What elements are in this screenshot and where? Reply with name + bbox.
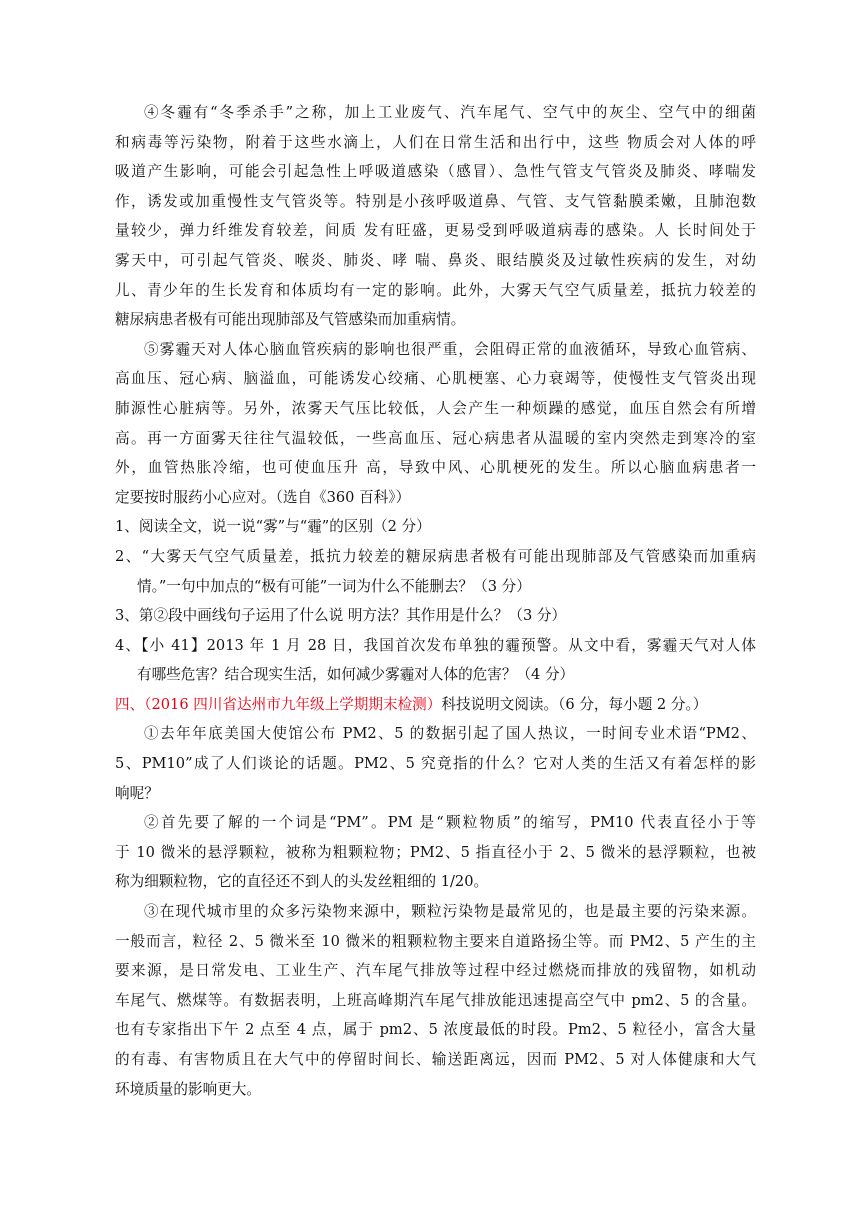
text-line-content: 雾天中，可引起气管炎、喉炎、肺炎、哮 喘、鼻炎、眼结膜炎及过敏性疾病的发生，对幼 [115,251,756,269]
text-line [115,187,756,217]
text-line [115,897,756,927]
text-line-content: 定要按时服药小心应对。（选自《360 百科》） [115,488,411,506]
text-line [115,394,756,424]
text-line [115,749,756,779]
text-line [115,157,756,187]
text-line [115,542,756,572]
text-line [115,986,756,1016]
text-line-content: 量较少，弹力纤维发育较差，间质 发有旺盛，更易受到呼吸道病毒的感染。人 长时间处于 [115,222,756,240]
text-line [115,838,756,868]
text-line [115,808,756,838]
text-line-content: 高血压、冠心病、脑溢血，可能诱发心绞痛、心肌梗塞、心力衰竭等，使慢性支气管炎出现 [115,370,756,388]
text-line [115,956,756,986]
text-line-content: ④冬霾有“冬季杀手”之称，加上工业废气、汽车尾气、空气中的灰尘、空气中的细菌 [144,104,756,121]
text-line [115,572,756,602]
text-line [115,631,756,661]
text-line [115,335,756,365]
text-line-content: 吸道产生影响，可能会引起急性上呼吸道感染（感冒）、急性气管支气管炎及肺炎、哮喘发 [115,163,756,181]
text-line-content: 4、【小 41】2013 年 1 月 28 日，我国首次发布单独的霾预警。从文中看，雾霾天气对人体 [115,636,756,654]
text-line-content: 糖尿病患者极有可能出现肺部及气管感染而加重病情。 [115,311,466,329]
text-line [115,867,756,897]
text-line [115,1015,756,1045]
text-line [115,98,756,128]
text-line-content: 肺源性心脏病等。另外，浓雾天气压比较低，人会产生一种烦躁的感觉，血压自然会有所增 [115,399,756,417]
text-line [115,424,756,454]
text-line [115,779,756,809]
text-line-content: 于 10 微米的悬浮颗粒，被称为粗颗粒物；PM2、5 指直径小于 2、5 微米的悬浮颗粒，也被 [115,843,756,861]
text-line-content: ③在现代城市里的众多污染物来源中，颗粒污染物是最常见的，也是最主要的污染来源。 [144,903,756,921]
text-line-content: 要来源，是日常发电、工业生产、汽车尾气排放等过程中经过燃烧而排放的残留物，如机动 [115,962,756,980]
text-line [115,1045,756,1075]
text-line [115,719,756,749]
text-line [115,690,756,720]
text-line-content: 和病毒等污染物，附着于这些水滴上，人们在日常生活和出行中，这些 物质会对人体的呼 [115,133,756,151]
text-line-content: ①去年年底美国大使馆公布 PM2、5 的数据引起了国人热议，一时间专业术语“PM2、 [144,725,756,743]
text-line-content: 儿、青少年的生长发育和体质均有一定的影响。此外，大雾天气空气质量差，抵抗力较差的 [115,281,756,299]
text-line-content: 作，诱发或加重慢性支气管炎等。特别是小孩呼吸道鼻、气管、支气管黏膜柔嫩，且肺泡数 [115,192,756,210]
text-line-content: 响呢？ [115,784,159,802]
text-line [115,276,756,306]
text-line [115,927,756,957]
text-line [115,216,756,246]
text-line-content: 环境质量的影响更大。 [115,1080,261,1098]
text-line-content: 车尾气、燃煤等。有数据表明，上班高峰期汽车尾气排放能迅速提高空气中 pm2、5 的含量。 [115,991,756,1009]
text-line [115,660,756,690]
text-line [115,453,756,483]
text-line [115,246,756,276]
text-line-content: 有哪些危害？结合现实生活，如何减少雾霾对人体的危害？（4 分） [137,666,575,684]
text-line-content: 一般而言，粒径 2、5 微米至 10 微米的粗颗粒物主要来自道路扬尘等。而 PM2、5 产生的主 [115,932,756,950]
text-line-content: 称为细颗粒物，它的直径还不到人的头发丝粗细的 1/20。 [115,873,489,891]
text-line [115,483,756,513]
text-line-content: 5、PM10”成了人们谈论的话题。PM2、5 究竟指的什么？它对人类的生活又有着怎样的影 [115,755,756,773]
text-line [115,1075,756,1105]
text-line [115,512,756,542]
text-line-content: 高。再一方面雾天往往气温较低，一些高血压、冠心病患者从温暖的室内突然走到寒冷的室 [115,429,756,447]
text-line-content: 的有毒、有害物质且在大气中的停留时间长、输送距离远，因而 PM2、5 对人体健康和大气 [115,1051,756,1068]
text-line [115,305,756,335]
text-line-content: 外，血管热胀冷缩，也可使血压升 高，导致中风、心肌梗死的发生。所以心脑血病患者一 [115,459,756,477]
text-line-content: 3、第②段中画线句子运用了什么说 明方法？其作用是什么？（3 分） [115,607,567,625]
section-heading-red: 四、（2016 四川省达州市九年级上学期期末检测） [115,695,442,713]
text-line-content: 也有专家指出下午 2 点至 4 点，属于 pm2、5 浓度最低的时段。Pm2、5 粒径小，富含大量 [115,1021,756,1039]
text-line-content: ⑤雾霾天对人体心脑血管疾病的影响也很严重，会阻碍正常的血液循环，导致心血管病、 [144,340,756,358]
text-line-content: ②首先要了解的一个词是“PM”。PM 是“颗粒物质”的缩写，PM10 代表直径小于等 [144,814,756,832]
text-line [115,364,756,394]
text-line [115,128,756,158]
text-line-content: 1、阅读全文，说一说“雾”与“霾”的区别（2 分） [115,518,431,536]
text-line-content: 情。”一句中加点的“极有可能”一词为什么不能删去？（3 分） [137,577,531,595]
text-line-content: 2、“大雾天气空气质量差，抵抗力较差的糖尿病患者极有可能出现肺部及气管感染而加重病 [115,547,756,565]
text-line-content: 科技说明文阅读。（6 分，每小题 2 分。） [441,695,708,713]
text-line [115,601,756,631]
